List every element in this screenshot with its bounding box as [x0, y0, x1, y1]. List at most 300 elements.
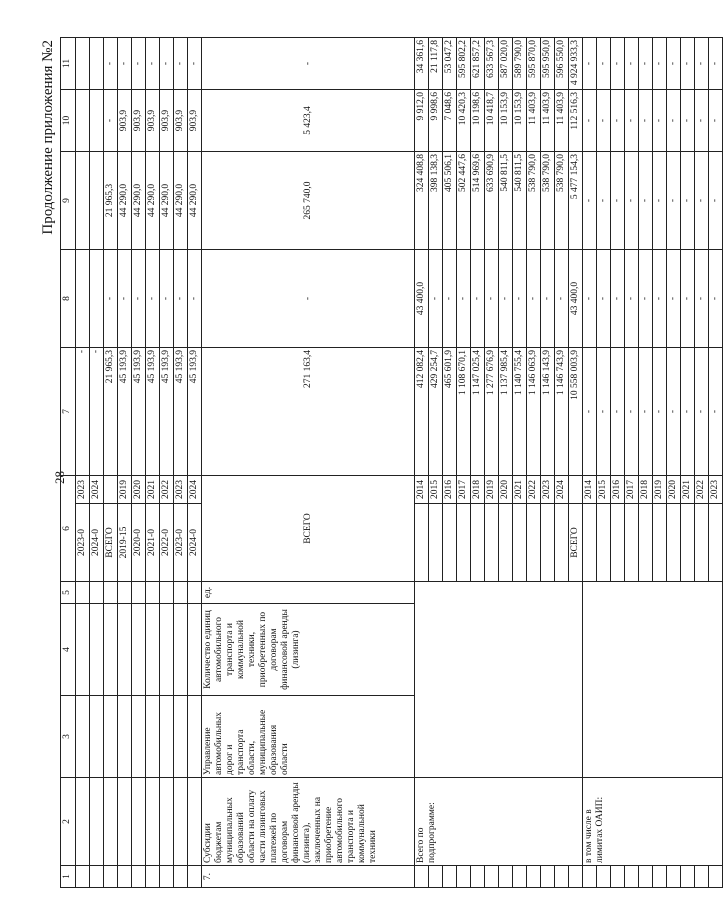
table-cell [709, 866, 723, 888]
table-cell [160, 582, 174, 604]
table-cell: ед. [202, 582, 415, 604]
table-cell: 2019 [118, 476, 132, 504]
table-cell [499, 866, 513, 888]
table-cell: - [681, 90, 695, 152]
table-cell: 112 516,3 [569, 90, 583, 152]
col-7: 7 [61, 348, 76, 476]
table-cell: 21 965,3 [104, 152, 118, 250]
table-cell [118, 582, 132, 604]
table-cell: 9 912,0 [415, 90, 429, 152]
table-cell: - [695, 90, 709, 152]
table-cell: - [104, 250, 118, 348]
table-cell: - [625, 90, 639, 152]
table-cell: 587 020,0 [499, 38, 513, 90]
table-cell: - [457, 250, 471, 348]
table-cell: - [597, 90, 611, 152]
table-cell: - [485, 250, 499, 348]
table-cell: - [653, 348, 667, 476]
table-cell: - [709, 38, 723, 90]
table-cell: 2018 [639, 476, 653, 504]
table-cell: 44 290,0 [146, 152, 160, 250]
col-8: 8 [61, 250, 76, 348]
col-9: 9 [61, 152, 76, 250]
table-cell [76, 604, 90, 696]
table-row [160, 38, 174, 888]
table-cell [146, 582, 160, 604]
table-cell: 10 153,9 [513, 90, 527, 152]
table-cell [160, 604, 174, 696]
table-cell [90, 250, 104, 348]
table-cell: - [611, 348, 625, 476]
table-cell: - [681, 348, 695, 476]
table-row [104, 38, 118, 888]
table-cell: 1 137 985,4 [499, 348, 513, 476]
table-cell: - [667, 90, 681, 152]
table-cell [90, 778, 104, 866]
table-cell [90, 38, 104, 90]
table-cell [527, 504, 541, 582]
table-row [188, 38, 202, 888]
table-cell: - [639, 90, 653, 152]
table-cell: - [527, 250, 541, 348]
table-cell: 903,9 [132, 90, 146, 152]
table-cell [90, 866, 104, 888]
table-cell [90, 604, 104, 696]
table-cell [118, 696, 132, 778]
item-name: Субсидии бюджетам муниципальных образований области на оплату части лизинговых платежей по договорам финансовой аренды (лизинга), заключенных на приобретение автомобильного транспорта и коммунальной техники [202, 778, 415, 866]
table-cell: 45 193,9 [174, 348, 188, 476]
table-cell: - [132, 250, 146, 348]
table-cell [76, 582, 90, 604]
table-cell [597, 504, 611, 582]
table-cell: 2021 [146, 476, 160, 504]
table-cell [709, 504, 723, 582]
table-cell: 595 870,0 [527, 38, 541, 90]
table-cell: - [625, 250, 639, 348]
table-cell: 621 857,2 [471, 38, 485, 90]
table-cell [146, 778, 160, 866]
table-cell [457, 866, 471, 888]
table-cell: 398 138,3 [429, 152, 443, 250]
table-cell: 2023-0 [174, 504, 188, 582]
col-6: 6 [61, 476, 76, 582]
table-cell [653, 504, 667, 582]
table-cell: 34 361,6 [415, 38, 429, 90]
page-number: 28 [52, 471, 67, 484]
table-cell: - [499, 250, 513, 348]
table-cell [76, 152, 90, 250]
col-4: 4 [61, 604, 76, 696]
table-row [415, 38, 429, 888]
table-cell: - [667, 38, 681, 90]
table-cell: - [174, 250, 188, 348]
table-cell [76, 250, 90, 348]
table-cell: 405 506,1 [443, 152, 457, 250]
table-cell: 2024-0 [90, 504, 104, 582]
table-cell [569, 866, 583, 888]
table-cell: - [625, 348, 639, 476]
item-executor: Управление автомобильных дорог и транспорта области, муниципальные образования области [202, 696, 415, 778]
table-cell [541, 504, 555, 582]
table-row [90, 38, 104, 888]
table-cell [527, 866, 541, 888]
table-cell: 2019-15 [118, 504, 132, 582]
table-cell [471, 504, 485, 582]
table-cell: - [132, 38, 146, 90]
table-cell [639, 504, 653, 582]
table-cell: - [202, 38, 415, 90]
table-cell [104, 604, 118, 696]
col-5: 5 [61, 582, 76, 604]
table-cell [611, 504, 625, 582]
table-cell: 44 290,0 [132, 152, 146, 250]
table-cell: 45 193,9 [188, 348, 202, 476]
table-cell: - [160, 38, 174, 90]
table-cell: 2021 [513, 476, 527, 504]
table-cell: - [653, 152, 667, 250]
table-cell: 502 447,6 [457, 152, 471, 250]
table-cell: - [597, 152, 611, 250]
table-cell: 2022-0 [160, 504, 174, 582]
table-cell [76, 38, 90, 90]
table-cell: 2015 [429, 476, 443, 504]
table-cell: - [667, 250, 681, 348]
table-cell: 2023 [709, 476, 723, 504]
table-cell [583, 504, 597, 582]
table-cell: Всего по подпрограмме: [415, 778, 583, 866]
table-cell: - [653, 38, 667, 90]
table-cell: - [118, 250, 132, 348]
table-cell: 589 790,0 [513, 38, 527, 90]
table-cell: 2020 [667, 476, 681, 504]
table-cell: - [104, 90, 118, 152]
table-cell [132, 604, 146, 696]
table-cell [174, 778, 188, 866]
table-cell [667, 866, 681, 888]
table-cell: - [611, 38, 625, 90]
table-cell: - [695, 152, 709, 250]
table-cell: 45 193,9 [160, 348, 174, 476]
table-cell: 10 198,6 [471, 90, 485, 152]
table-cell: - [104, 38, 118, 90]
table-cell: - [76, 348, 90, 476]
table-cell [471, 866, 485, 888]
table-cell [485, 866, 499, 888]
table-cell: - [597, 38, 611, 90]
table-cell: - [695, 38, 709, 90]
table-cell [132, 582, 146, 604]
table-cell: - [541, 250, 555, 348]
table-cell [104, 866, 118, 888]
table-cell [160, 696, 174, 778]
table-cell: 10 418,7 [485, 90, 499, 152]
col-3: 3 [61, 696, 76, 778]
table-cell: 11 403,9 [541, 90, 555, 152]
table-cell: - [695, 348, 709, 476]
table-cell: - [611, 152, 625, 250]
table-cell [188, 866, 202, 888]
table-cell: - [174, 38, 188, 90]
table-cell [188, 604, 202, 696]
table-cell: ВСЕГО [104, 504, 118, 582]
table-cell [76, 696, 90, 778]
table-cell: - [709, 250, 723, 348]
table-cell [104, 582, 118, 604]
table-cell: - [639, 38, 653, 90]
table-row [174, 38, 188, 888]
table-cell: 1 146 743,9 [555, 348, 569, 476]
table-cell: 903,9 [160, 90, 174, 152]
table-cell [583, 582, 723, 778]
table-cell: 1 108 670,1 [457, 348, 471, 476]
table-cell: 2023 [76, 476, 90, 504]
table-cell: - [118, 38, 132, 90]
table-cell: 2020-0 [132, 504, 146, 582]
table-cell: - [583, 90, 597, 152]
table-cell: 2021 [681, 476, 695, 504]
budget-table [60, 37, 723, 888]
table-cell: 903,9 [188, 90, 202, 152]
table-cell: - [597, 250, 611, 348]
table-cell: - [667, 152, 681, 250]
table-cell: - [90, 348, 104, 476]
table-cell: - [653, 90, 667, 152]
table-cell [118, 866, 132, 888]
table-cell: 5 423,4 [202, 90, 415, 152]
continuation-heading: Продолжение приложения №2 [40, 40, 56, 235]
table-cell: 271 163,4 [202, 348, 415, 476]
table-cell: 45 193,9 [118, 348, 132, 476]
table-cell: 1 147 025,4 [471, 348, 485, 476]
table-cell: 2024 [90, 476, 104, 504]
table-cell: 43 400,0 [569, 250, 583, 348]
table-cell: - [443, 250, 457, 348]
table-cell: - [583, 152, 597, 250]
table-row [132, 38, 146, 888]
table-cell: - [146, 38, 160, 90]
table-cell: ВСЕГО [202, 476, 415, 582]
table-cell: 540 811,5 [513, 152, 527, 250]
table-body [76, 38, 723, 888]
col-11: 11 [61, 38, 76, 90]
column-numbers-row [61, 38, 76, 888]
table-cell: ВСЕГО [569, 504, 583, 582]
table-cell: - [555, 250, 569, 348]
table-cell: 2020 [132, 476, 146, 504]
table-cell: - [597, 348, 611, 476]
table-row [583, 38, 597, 888]
table-cell [104, 696, 118, 778]
table-cell: - [160, 250, 174, 348]
table-cell: 2019 [653, 476, 667, 504]
table-cell [188, 696, 202, 778]
table-cell [76, 778, 90, 866]
table-cell [76, 866, 90, 888]
col-10: 10 [61, 90, 76, 152]
table-cell: 2022 [695, 476, 709, 504]
table-cell [625, 866, 639, 888]
table-cell: 2014 [415, 476, 429, 504]
table-cell: - [709, 348, 723, 476]
table-cell [174, 582, 188, 604]
table-cell: - [188, 38, 202, 90]
table-cell [541, 866, 555, 888]
table-cell [146, 696, 160, 778]
table-cell: 903,9 [146, 90, 160, 152]
table-cell [174, 604, 188, 696]
table-cell: 2017 [457, 476, 471, 504]
table-cell [443, 866, 457, 888]
table-cell: 2021-0 [146, 504, 160, 582]
table-cell [681, 504, 695, 582]
table-cell: 633 567,3 [485, 38, 499, 90]
table-cell: 2015 [597, 476, 611, 504]
table-cell: 7. [202, 866, 415, 888]
table-cell [415, 582, 583, 778]
table-cell: - [146, 250, 160, 348]
table-cell [415, 866, 429, 888]
table-cell: - [681, 250, 695, 348]
table-cell: 44 290,0 [174, 152, 188, 250]
table-cell: 2016 [443, 476, 457, 504]
table-cell: 4 924 933,3 [569, 38, 583, 90]
table-cell: - [513, 250, 527, 348]
table-cell: 2023-0 [76, 504, 90, 582]
table-cell [695, 504, 709, 582]
table-cell: 540 811,5 [499, 152, 513, 250]
table-cell: - [709, 152, 723, 250]
table-cell: 324 408,8 [415, 152, 429, 250]
table-cell [146, 604, 160, 696]
table-cell: 44 290,0 [160, 152, 174, 250]
table-row [76, 38, 90, 888]
table-cell: - [583, 38, 597, 90]
table-cell [583, 866, 597, 888]
table-cell [429, 866, 443, 888]
table-cell: 514 969,6 [471, 152, 485, 250]
table-cell: - [653, 250, 667, 348]
table-cell [76, 90, 90, 152]
table-cell [555, 866, 569, 888]
table-cell [188, 582, 202, 604]
table-cell: 44 290,0 [118, 152, 132, 250]
table-cell: - [681, 38, 695, 90]
table-cell [681, 866, 695, 888]
table-cell: 53 047,2 [443, 38, 457, 90]
table-cell: 2016 [611, 476, 625, 504]
table-cell [160, 778, 174, 866]
table-cell [611, 866, 625, 888]
table-cell [90, 696, 104, 778]
table-cell [118, 778, 132, 866]
table-cell [132, 778, 146, 866]
table-cell [625, 504, 639, 582]
table-cell: 43 400,0 [415, 250, 429, 348]
table-cell: - [695, 250, 709, 348]
table-cell: - [625, 38, 639, 90]
table-cell [118, 604, 132, 696]
table-cell: 2019 [485, 476, 499, 504]
col-2: 2 [61, 778, 76, 866]
table-cell [174, 696, 188, 778]
table-cell [597, 866, 611, 888]
table-cell: 538 790,0 [541, 152, 555, 250]
table-cell: в том числе в лимитах ОАИП: [583, 778, 723, 866]
table-cell [429, 504, 443, 582]
table-cell: 538 790,0 [527, 152, 541, 250]
table-cell: 45 193,9 [132, 348, 146, 476]
table-cell: - [471, 250, 485, 348]
table-cell: 9 998,6 [429, 90, 443, 152]
table-cell [485, 504, 499, 582]
table-cell: - [639, 152, 653, 250]
table-cell: 465 601,9 [443, 348, 457, 476]
table-cell: 1 277 676,9 [485, 348, 499, 476]
table-cell: 2022 [160, 476, 174, 504]
table-cell [513, 504, 527, 582]
table-cell: 538 790,0 [555, 152, 569, 250]
table-cell: 2022 [527, 476, 541, 504]
table-cell [174, 866, 188, 888]
table-cell: 2024 [188, 476, 202, 504]
table-cell: 10 153,9 [499, 90, 513, 152]
table-cell: - [202, 250, 415, 348]
table-cell: - [681, 152, 695, 250]
table-cell [90, 90, 104, 152]
table-cell: - [709, 90, 723, 152]
table-cell [499, 504, 513, 582]
table-cell: - [429, 250, 443, 348]
table-cell [653, 866, 667, 888]
table-cell: 1 146 063,9 [527, 348, 541, 476]
table-cell: 1 146 143,9 [541, 348, 555, 476]
table-cell: 633 690,9 [485, 152, 499, 250]
table-cell [443, 504, 457, 582]
table-cell: 2024 [555, 476, 569, 504]
table-cell [555, 504, 569, 582]
col-1: 1 [61, 866, 76, 888]
table-cell: 596 550,0 [555, 38, 569, 90]
table-cell: 903,9 [174, 90, 188, 152]
table-cell: - [188, 250, 202, 348]
table-cell [104, 476, 118, 504]
table-cell: 2017 [625, 476, 639, 504]
table-cell [132, 866, 146, 888]
table-cell: 45 193,9 [146, 348, 160, 476]
table-cell: 595 802,2 [457, 38, 471, 90]
table-cell: 429 254,7 [429, 348, 443, 476]
table-cell [415, 504, 429, 582]
table-cell: 11 403,9 [527, 90, 541, 152]
table-cell: - [625, 152, 639, 250]
table-cell: 412 082,4 [415, 348, 429, 476]
table-cell: 2018 [471, 476, 485, 504]
table-row [146, 38, 160, 888]
table-cell: 595 950,0 [541, 38, 555, 90]
table-cell [90, 152, 104, 250]
table-cell: - [611, 250, 625, 348]
table-cell: 2020 [499, 476, 513, 504]
table-cell: - [639, 250, 653, 348]
table-cell: 2023 [541, 476, 555, 504]
table-cell [667, 504, 681, 582]
table-cell: 903,9 [118, 90, 132, 152]
table-cell [695, 866, 709, 888]
table-cell: 265 740,0 [202, 152, 415, 250]
table-cell: 10 420,3 [457, 90, 471, 152]
table-cell: - [583, 348, 597, 476]
table-cell: - [639, 348, 653, 476]
